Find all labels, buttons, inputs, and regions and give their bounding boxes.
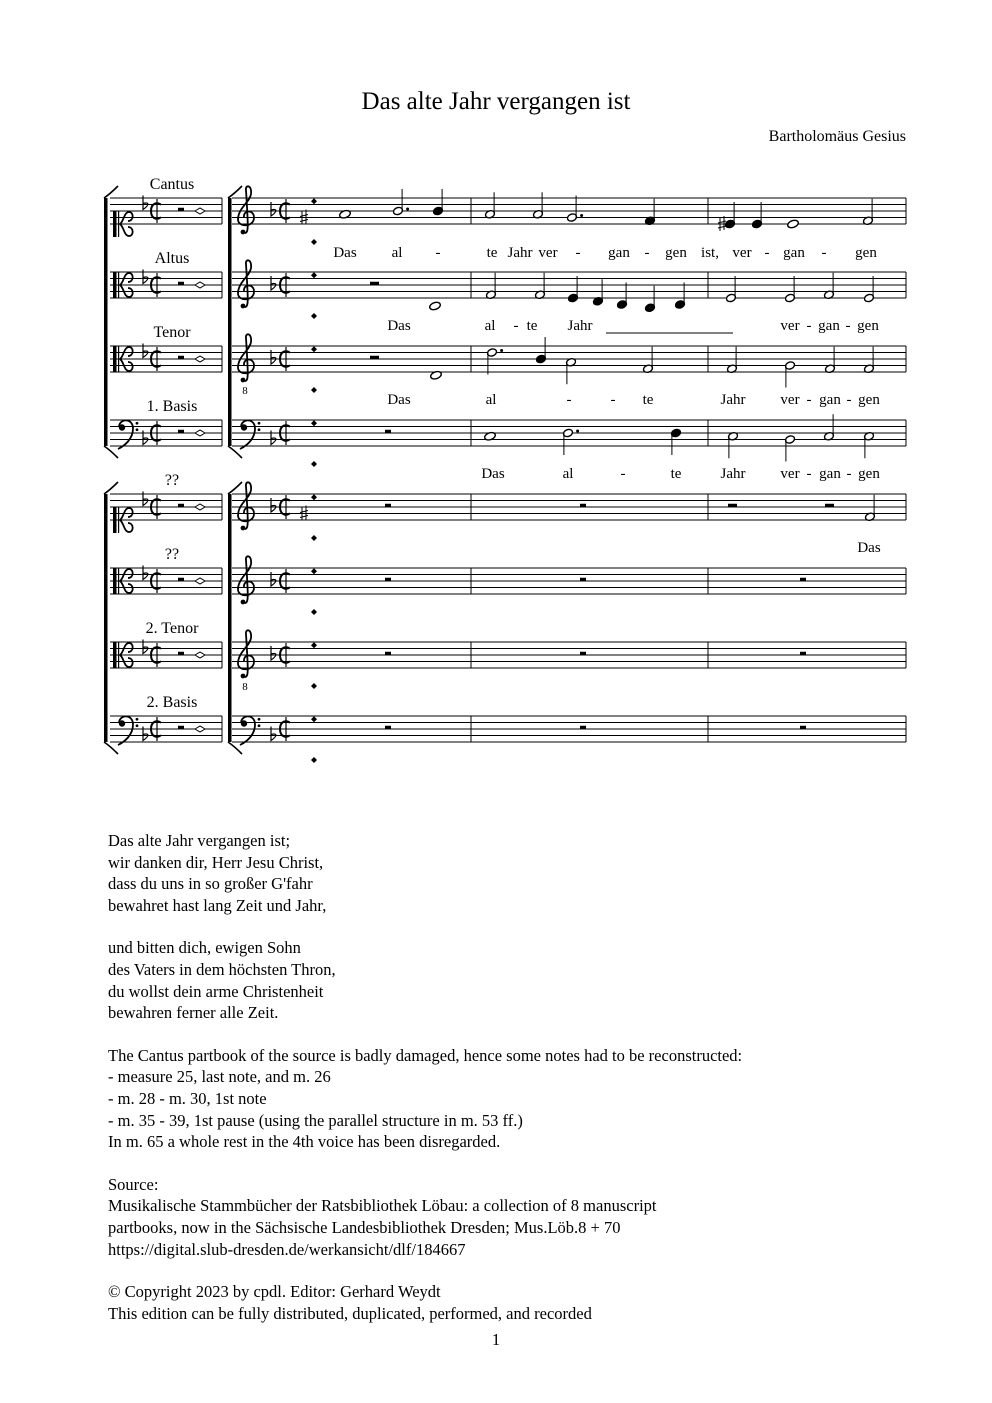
editorial-notes — [108, 1045, 908, 1153]
incipit-bracket-1-top — [104, 186, 118, 198]
lyric-syllable: ist, — [701, 245, 719, 261]
ambitus-note — [311, 313, 317, 319]
incipit-note — [195, 282, 205, 288]
treble-clef-icon — [238, 556, 254, 604]
lyric-syllable: gan — [818, 318, 840, 334]
page-title: Das alte Jahr vergangen ist — [361, 88, 631, 115]
composer-name: Bartholomäus Gesius — [768, 128, 906, 145]
system-bracket-1-bottom — [228, 446, 242, 458]
rest — [800, 578, 806, 581]
voice-label: Altus — [154, 250, 190, 267]
lyric-syllable: - — [513, 318, 519, 334]
note-line: - m. 35 - 39, 1st pause (using the parallel structure in m. 53 ff.) — [108, 1110, 523, 1130]
poem-line: du wollst dein arme Christenheit — [108, 981, 324, 1001]
note-line: The Cantus partbook of the source is badly damaged, hence some notes had to be reconstructed: — [108, 1045, 743, 1065]
rest — [385, 430, 391, 433]
incipit-bracket-2-top — [104, 482, 118, 494]
incipit-note — [195, 504, 205, 510]
lyric-syllable: - — [566, 392, 572, 408]
bass-clef-icon — [118, 420, 138, 449]
lyric-syllable: Jahr — [567, 318, 593, 334]
lyric-syllable: - — [821, 245, 827, 261]
lyric-syllable: gan — [819, 392, 841, 408]
lyric-syllable: gen — [858, 392, 880, 408]
incipit-note — [195, 578, 205, 584]
note-head — [787, 219, 800, 229]
text-block — [108, 830, 908, 1345]
lyric-syllable: Das — [481, 466, 505, 482]
system-bracket-2 — [228, 494, 232, 742]
poem-line: des Vaters in dem höchsten Thron, — [108, 959, 336, 979]
system-bracket-1-top — [228, 186, 242, 198]
sharp-icon — [300, 210, 308, 225]
treble-clef-icon — [238, 334, 254, 382]
note-dot — [500, 349, 503, 352]
lyric-syllable: gen — [665, 245, 687, 261]
lyric-syllable: ver — [780, 392, 800, 408]
system-bracket-1 — [228, 198, 232, 446]
lyric-syllable: te — [642, 392, 654, 408]
lyric-syllable: Jahr — [720, 466, 746, 482]
page-number: 1 — [491, 1330, 501, 1349]
voice-label: ?? — [164, 546, 180, 563]
voice-label: Tenor — [153, 324, 191, 341]
rest — [728, 504, 737, 507]
ambitus-note — [311, 535, 317, 541]
treble-clef-icon — [238, 482, 254, 530]
system-bracket-2-top — [228, 482, 242, 494]
incipit-rest — [178, 208, 184, 211]
rest — [580, 726, 586, 729]
ambitus-note — [311, 716, 317, 722]
bass-clef-icon — [118, 716, 138, 745]
ambitus-note — [311, 272, 317, 278]
voice-label: 1. Basis — [146, 398, 198, 415]
rest — [385, 726, 391, 729]
poem-line: wir danken dir, Herr Jesu Christ, — [108, 852, 324, 872]
ambitus-note — [311, 757, 317, 763]
voice-label: 2. Tenor — [145, 620, 199, 637]
lyric-syllable: al — [484, 318, 496, 334]
rest — [580, 578, 586, 581]
lyric-syllable: - — [845, 318, 851, 334]
incipit-rest — [178, 356, 184, 359]
incipit-note — [195, 726, 205, 732]
voice-label: 2. Basis — [146, 694, 198, 711]
lyric-syllable: gan — [783, 245, 805, 261]
lyric-syllable: - — [806, 466, 812, 482]
lyric-syllable: gan — [608, 245, 630, 261]
sharp-icon — [300, 506, 308, 521]
lyric-syllable: - — [575, 245, 581, 261]
ambitus-note — [311, 420, 317, 426]
lyric-syllable: Das — [333, 245, 357, 261]
lyric-syllable: - — [806, 392, 812, 408]
lyric-syllable: al — [391, 245, 403, 261]
rest — [800, 652, 806, 655]
note-line: In m. 65 a whole rest in the 4th voice has been disregarded. — [108, 1132, 501, 1152]
copyright-info — [108, 1281, 908, 1324]
lyric-syllable: te — [486, 245, 498, 261]
lyric-syllable: - — [846, 392, 852, 408]
note-head — [429, 301, 442, 311]
treble-clef-icon — [238, 186, 254, 234]
incipit-note — [195, 208, 205, 214]
rest — [385, 578, 391, 581]
treble-clef-icon — [238, 260, 254, 308]
lyric-syllable: - — [620, 466, 626, 482]
incipit-bracket-1 — [104, 198, 108, 446]
lyric-syllable: gen — [857, 318, 879, 334]
note-dot — [580, 214, 583, 217]
lyric-syllable: ver — [732, 245, 752, 261]
ambitus-note — [311, 609, 317, 615]
voice-label: ?? — [164, 472, 180, 489]
lyric-syllable: Das — [387, 318, 411, 334]
rest — [825, 504, 834, 507]
ambitus-note — [311, 568, 317, 574]
voice-label: Cantus — [149, 176, 195, 193]
lyric-syllable: Das — [387, 392, 411, 408]
incipit-rest — [178, 726, 184, 729]
lyric-syllable: gen — [858, 466, 880, 482]
lyric-syllable: Das — [857, 540, 881, 556]
source-url: https://digital.slub-dresden.de/werkansicht/dlf/184667 — [108, 1239, 466, 1259]
ambitus-note — [311, 387, 317, 393]
lyric-syllable: Jahr — [507, 245, 533, 261]
poem-stanza-1 — [108, 830, 908, 916]
poem-line: bewahret hast lang Zeit und Jahr, — [108, 895, 327, 915]
lyric-syllable: ver — [780, 318, 800, 334]
license-line: This edition can be fully distributed, duplicated, performed, and recorded — [108, 1303, 592, 1323]
source-info — [108, 1174, 908, 1260]
note-dot — [576, 430, 579, 433]
copyright-line: © Copyright 2023 by cpdl. Editor: Gerhard Weydt — [108, 1282, 441, 1302]
rest — [370, 282, 379, 285]
system-bracket-2-bottom — [228, 742, 242, 754]
lyric-syllable: te — [670, 466, 682, 482]
octave-mark: 8 — [242, 681, 248, 693]
incipit-rest — [178, 504, 184, 507]
treble-clef-icon — [238, 630, 254, 678]
lyric-syllable: - — [610, 392, 616, 408]
incipit-bracket-1-bottom — [104, 446, 118, 458]
incipit-rest — [178, 282, 184, 285]
poem-line: Das alte Jahr vergangen ist; — [108, 831, 291, 850]
poem-stanza-2 — [108, 937, 908, 1023]
incipit-bracket-2-bottom — [104, 742, 118, 754]
poem-line: bewahren ferner alle Zeit. — [108, 1003, 279, 1023]
rest — [580, 504, 586, 507]
lyric-syllable: ver — [780, 466, 800, 482]
rest — [800, 726, 806, 729]
lyric-syllable: al — [485, 392, 497, 408]
lyric-syllable: gen — [855, 245, 877, 261]
lyric-syllable: - — [644, 245, 650, 261]
lyric-syllable: - — [435, 245, 441, 261]
ambitus-note — [311, 461, 317, 467]
rest — [385, 504, 391, 507]
ambitus-note — [311, 346, 317, 352]
poem-line: dass du uns in so großer G'fahr — [108, 874, 313, 894]
bass-clef-icon — [240, 420, 260, 449]
rest — [385, 652, 391, 655]
incipit-rest — [178, 652, 184, 655]
incipit-bracket-2 — [104, 494, 108, 742]
source-line: Source: — [108, 1174, 159, 1194]
octave-mark: 8 — [242, 385, 248, 397]
incipit-note — [195, 652, 205, 658]
lyric-syllable: te — [526, 318, 538, 334]
poem-line: und bitten dich, ewigen Sohn — [108, 938, 301, 958]
lyric-syllable: Jahr — [720, 392, 746, 408]
source-line: partbooks, now in the Sächsische Landesbibliothek Dresden; Mus.Löb.8 + 70 — [108, 1217, 621, 1237]
note-line: - measure 25, last note, and m. 26 — [108, 1067, 331, 1087]
incipit-note — [195, 430, 205, 436]
lyric-syllable: - — [806, 318, 812, 334]
bass-clef-icon — [240, 716, 260, 745]
ambitus-note — [311, 683, 317, 689]
ambitus-note — [311, 198, 317, 204]
incipit-note — [195, 356, 205, 362]
ambitus-note — [311, 239, 317, 245]
lyric-syllable: gan — [819, 466, 841, 482]
note-dot — [406, 208, 409, 211]
lyric-syllable: - — [846, 466, 852, 482]
lyric-syllable: - — [764, 245, 770, 261]
source-line: Musikalische Stammbücher der Ratsbibliothek Löbau: a collection of 8 manuscript — [108, 1196, 657, 1216]
incipit-rest — [178, 430, 184, 433]
ambitus-note — [311, 494, 317, 500]
note-line: - m. 28 - m. 30, 1st note — [108, 1088, 267, 1108]
incipit-rest — [178, 578, 184, 581]
lyric-syllable: ver — [538, 245, 558, 261]
rest — [370, 356, 379, 359]
sharp-icon — [718, 216, 726, 231]
lyric-syllable: al — [562, 466, 574, 482]
rest — [580, 652, 586, 655]
ambitus-note — [311, 642, 317, 648]
